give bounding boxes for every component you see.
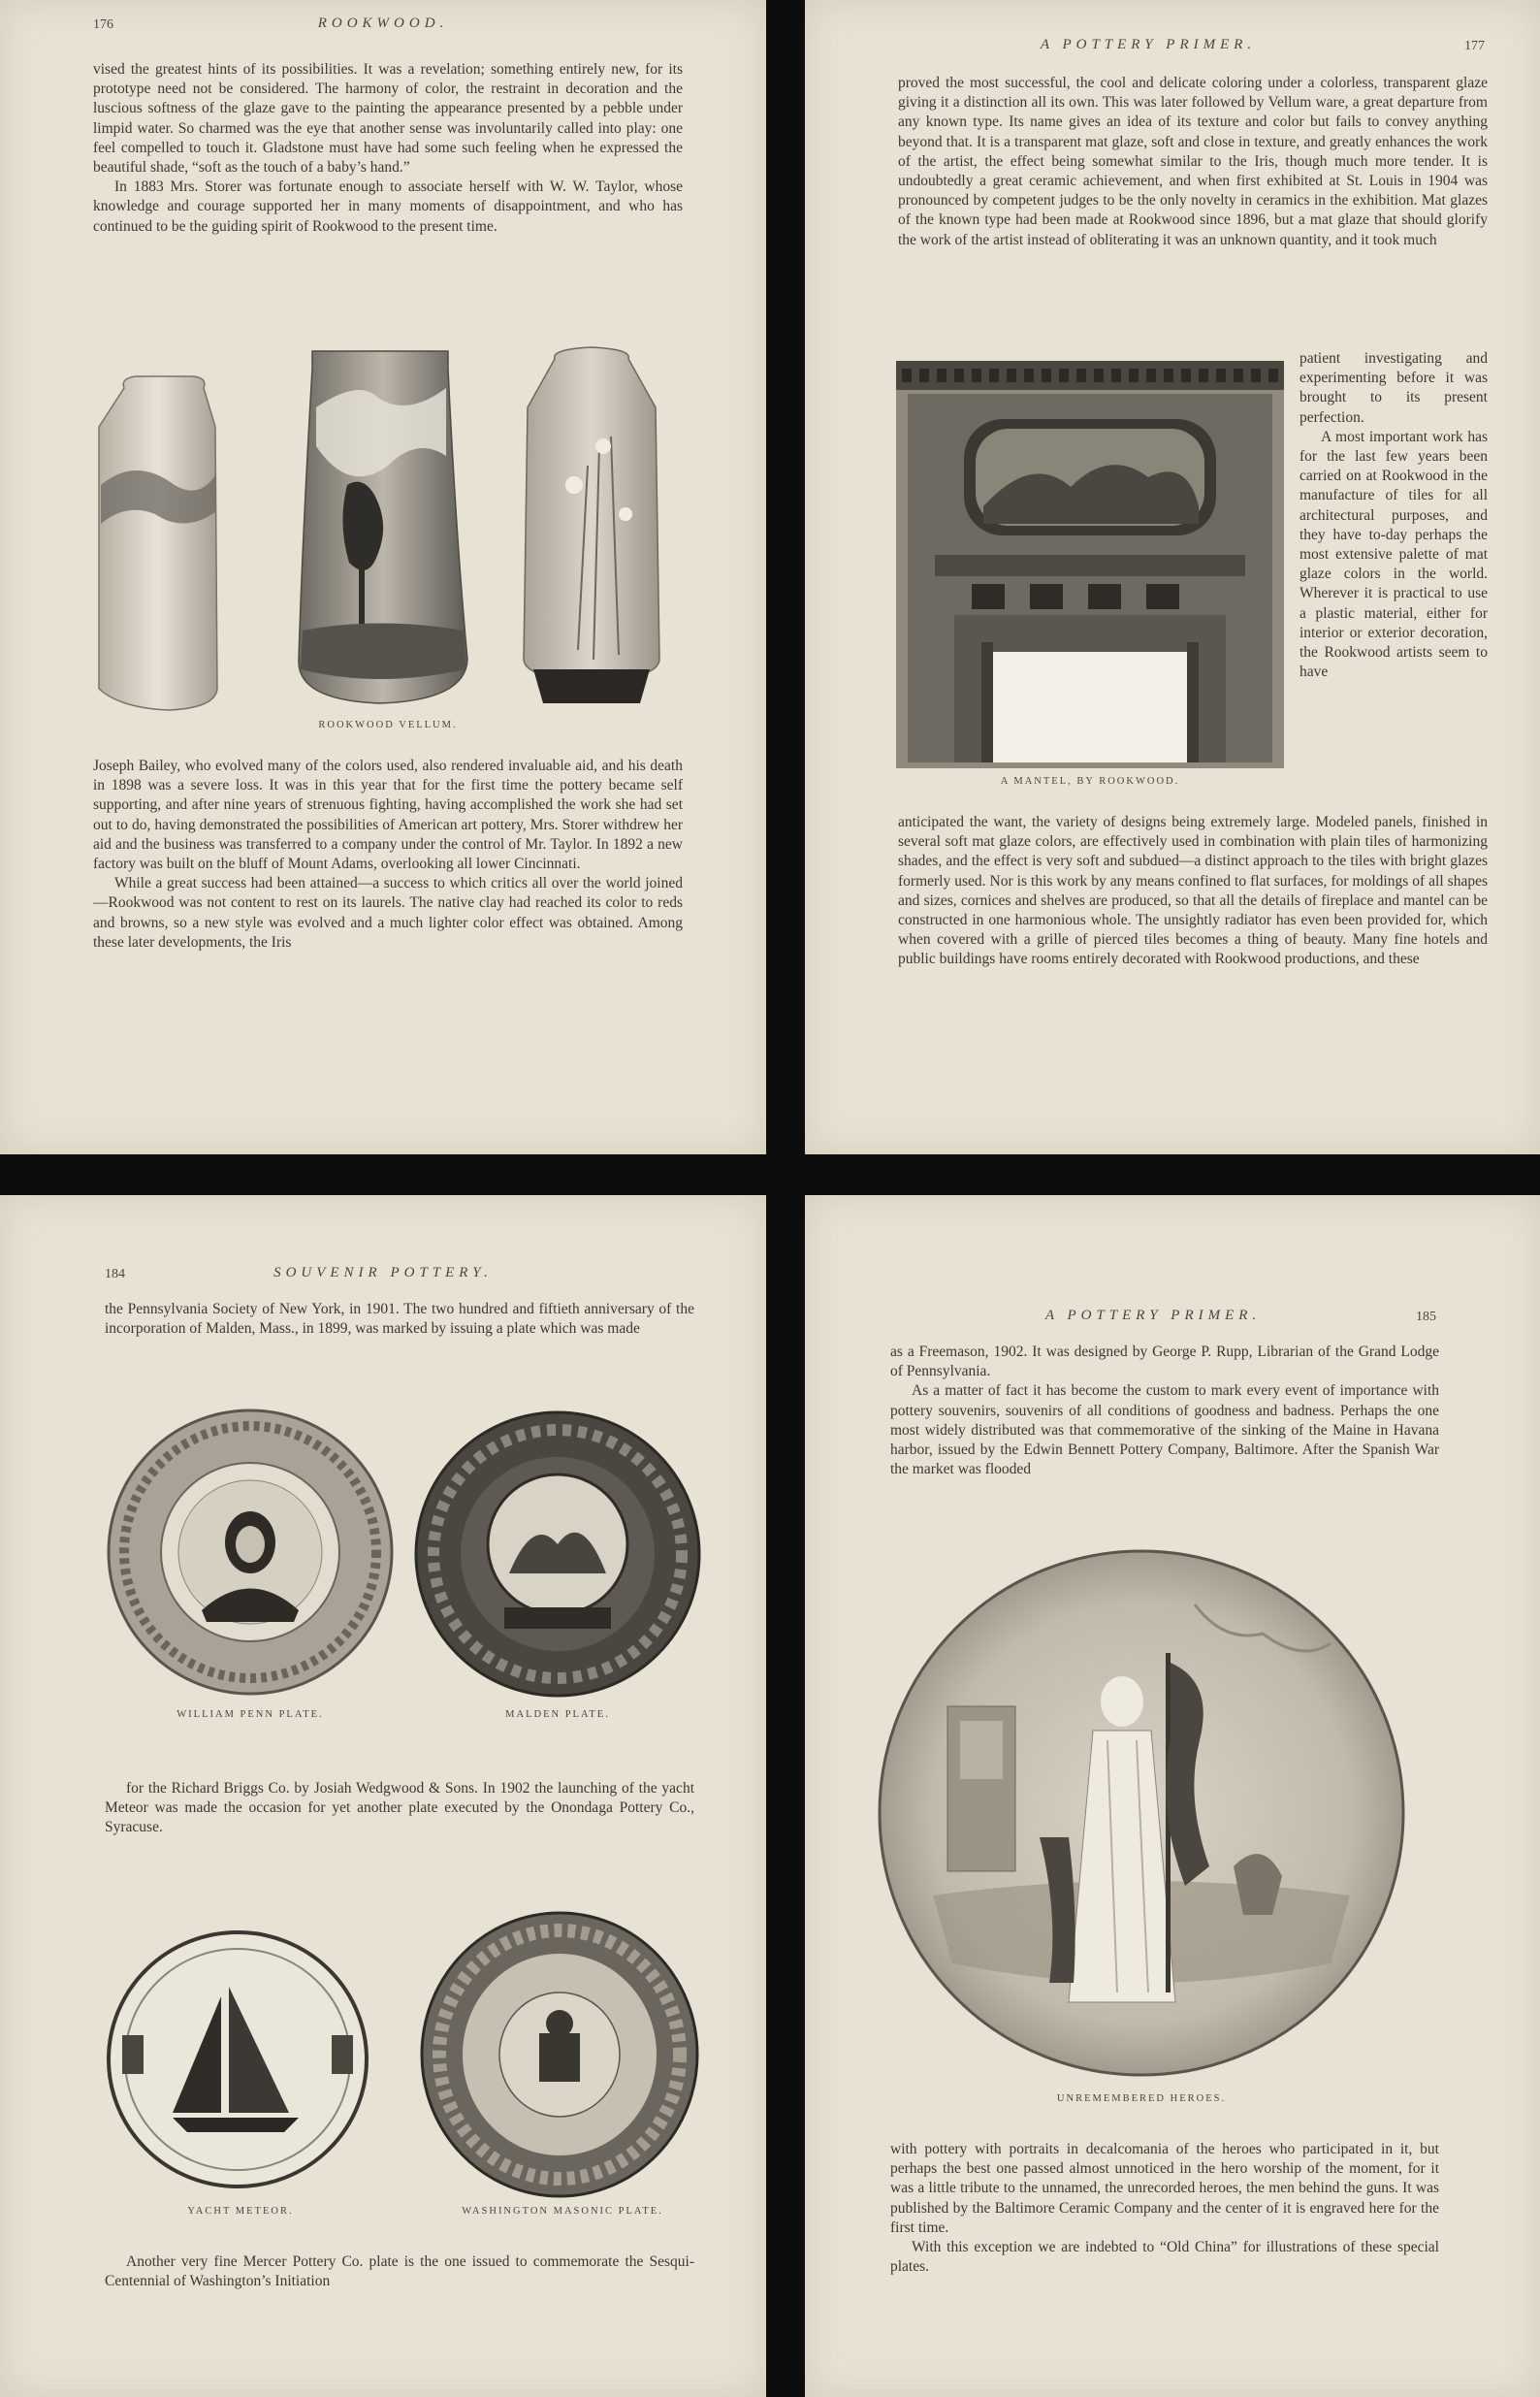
paragraph: As a matter of fact it has become the custom to mark every event of importance with pottery souvenirs, souvenirs of all conditions of goodness and badness. Perhaps the one most widely distributed was that commemorative of the sinking of the Maine in Havana harbor, issued by the Edwin Bennett Pottery Company, Baltimore. After the Spanish War the market was flooded bbox=[890, 1382, 1439, 1478]
paragraph: the Pennsylvania Society of New York, in 1901. The two hundred and fiftieth anniversary of the incorporation of Malden, Mass., in 1899, was marked by issuing a plate which was made bbox=[105, 1301, 694, 1338]
text-block-middle bbox=[105, 1779, 694, 1838]
text-block-top bbox=[898, 74, 1488, 250]
text-block-bottom bbox=[898, 813, 1488, 970]
paragraph: patient investigating and experimenting before it was brought to its present perfection. bbox=[1299, 350, 1488, 426]
figure-caption: ROOKWOOD VELLUM. bbox=[318, 720, 458, 730]
yacht-meteor-plate bbox=[105, 1928, 371, 2190]
paragraph: A most important work has for the last few years been carried on at Rookwood in the manufacture of tiles for all architectural purposes, and they have to-day perhaps the most extensive palette of mat glaze colors in the world. Wherever it is practical to use a plastic material, either for interior or exterior decoration, the Rookwood artists seem to have bbox=[1299, 428, 1488, 681]
figure-caption: MALDEN PLATE. bbox=[505, 1709, 610, 1720]
paragraph: In 1883 Mrs. Storer was fortunate enough to associate herself with W. W. Taylor, whose knowledge and courage supported her in many moments of disappointment, and who has continued to be the guiding spirit of Rookwood to the present time. bbox=[93, 178, 683, 235]
page-number: 177 bbox=[1464, 39, 1485, 53]
unremembered-heroes-plate bbox=[875, 1546, 1408, 2080]
running-head: ROOKWOOD. bbox=[317, 16, 449, 31]
figure-caption: A MANTEL, BY ROOKWOOD. bbox=[1000, 776, 1180, 787]
paragraph: proved the most successful, the cool and delicate coloring under a colorless, transparent glaze giving it a distinction all its own. This was later followed by Vellum ware, a great departure from any known type. Its name gives an idea of its texture and color but fails to convey anything beyond that. It is a transparent mat glaze, soft and close in texture, and greatly enhances the work of the artist, the effect being somewhat similar to the Iris, though much more tender. It is undoubtedly a great ceramic achievement, and when first exhibited at St. Louis in 1904 was pronounced by competent judges to be the only novelty in ceramics in the exhibition. Mat glazes of the known type had been made at Rookwood since 1896, but a mat glaze that should glorify the work of the artist instead of obliterating it was an unknown quantity, and it took much bbox=[898, 75, 1488, 248]
text-block-bottom bbox=[93, 757, 683, 953]
paragraph: Another very fine Mercer Pottery Co. plate is the one issued to commemorate the Sesqui-Centennial of Washington’s Initiation bbox=[105, 2253, 694, 2290]
paragraph: for the Richard Briggs Co. by Josiah Wedgwood & Sons. In 1902 the launching of the yacht Meteor was made the occasion for yet another plate executed by the Onondaga Pottery Co., Syracuse. bbox=[105, 1780, 694, 1836]
running-head: A POTTERY PRIMER. bbox=[1044, 1308, 1262, 1323]
running-head: SOUVENIR POTTERY. bbox=[273, 1265, 493, 1280]
figure-caption: UNREMEMBERED HEROES. bbox=[1056, 2093, 1227, 2104]
figure-caption: YACHT METEOR. bbox=[187, 2206, 294, 2217]
page-number: 184 bbox=[105, 1267, 125, 1281]
paragraph: With this exception we are indebted to “Old China” for illustrations of these special plates. bbox=[890, 2239, 1439, 2276]
figure-caption: WILLIAM PENN PLATE. bbox=[176, 1709, 324, 1720]
paragraph: with pottery with portraits in decalcomania of the heroes who participated in it, but perhaps the best one passed almost unnoticed in the hero worship of the moment, for it was a little tribute to the unnamed, the unrecorded heroes, the men behind the guns. It was published by the Baltimore Ceramic Company and the center of it is engraved here for the first time. bbox=[890, 2141, 1439, 2236]
page-184 bbox=[0, 1195, 766, 2397]
paragraph: vised the greatest hints of its possibilities. It was a revelation; something entirely new, for its prototype need not be considered. The harmony of color, the restraint in decoration and the luscious softness of the glaze gave to the painting the appearance presented by a pebble under limpid water. So charmed was the eye that another sense was involuntarily called into play: one feel compelled to touch it. Gladstone must have had some such feeling when he expressed the beautiful shade, “soft as the touch of a baby’s hand.” bbox=[93, 61, 683, 177]
text-block-top bbox=[105, 1300, 694, 1339]
vellum-vases-figure bbox=[87, 340, 689, 713]
running-head: A POTTERY PRIMER. bbox=[1040, 37, 1257, 52]
page-177 bbox=[805, 0, 1540, 1154]
figure-caption: WASHINGTON MASONIC PLATE. bbox=[462, 2206, 663, 2217]
page-176 bbox=[0, 0, 766, 1154]
text-block-bottom bbox=[890, 2140, 1439, 2277]
text-block-top bbox=[890, 1343, 1439, 1479]
william-penn-plate bbox=[105, 1407, 396, 1698]
malden-plate bbox=[412, 1409, 703, 1700]
paragraph: Joseph Bailey, who evolved many of the colors used, also rendered invaluable aid, and his death in 1898 was a severe loss. It was in this year that for the first time the pottery became self supporting, and after nine years of strenuous fighting, having accomplished the work she had set out to do, having demonstrated the possibilities of American art pottery, Mrs. Storer withdrew her aid and the business was transferred to a company under the control of Mr. Taylor. In 1892 a new factory was built on the bluff of Mount Adams, overlooking all lower Cincinnati. bbox=[93, 758, 683, 873]
text-block-bottom bbox=[105, 2252, 694, 2291]
page-185 bbox=[805, 1195, 1540, 2397]
text-block-top bbox=[93, 60, 683, 237]
paragraph: as a Freemason, 1902. It was designed by George P. Rupp, Librarian of the Grand Lodge of Pennsylvania. bbox=[890, 1344, 1439, 1380]
paragraph: While a great success had been attained—a success to which critics all over the world joined—Rookwood was not content to rest on its laurels. The native clay had reached its color to reds and browns, so a new style was evolved and a much lighter color effect was obtained. Among these later developments, the Iris bbox=[93, 875, 683, 951]
page-number: 185 bbox=[1416, 1310, 1436, 1324]
text-block-side bbox=[1299, 349, 1488, 682]
paragraph: anticipated the want, the variety of designs being extremely large. Modeled panels, finished in several soft mat glaze colors, are effectively used in combination with plain tiles of harmonizing shades, and the effect is very soft and subdued—a distinct approach to the tiles with bright glazes formerly used. Nor is this work by any means confined to flat surfaces, for moldings of all shapes and sizes, cornices and shelves are produced, so that all the details of fireplace and mantel can be constructed in one harmonious whole. The unsightly radiator has even been provided for, which when covered with a grille of pierced tiles becomes a thing of beauty. Many fine hotels and public buildings have rooms entirely decorated with Rookwood productions, and these bbox=[898, 814, 1488, 968]
mantel-illustration bbox=[896, 361, 1284, 768]
washington-masonic-plate bbox=[419, 1909, 700, 2200]
page-number: 176 bbox=[93, 17, 113, 32]
